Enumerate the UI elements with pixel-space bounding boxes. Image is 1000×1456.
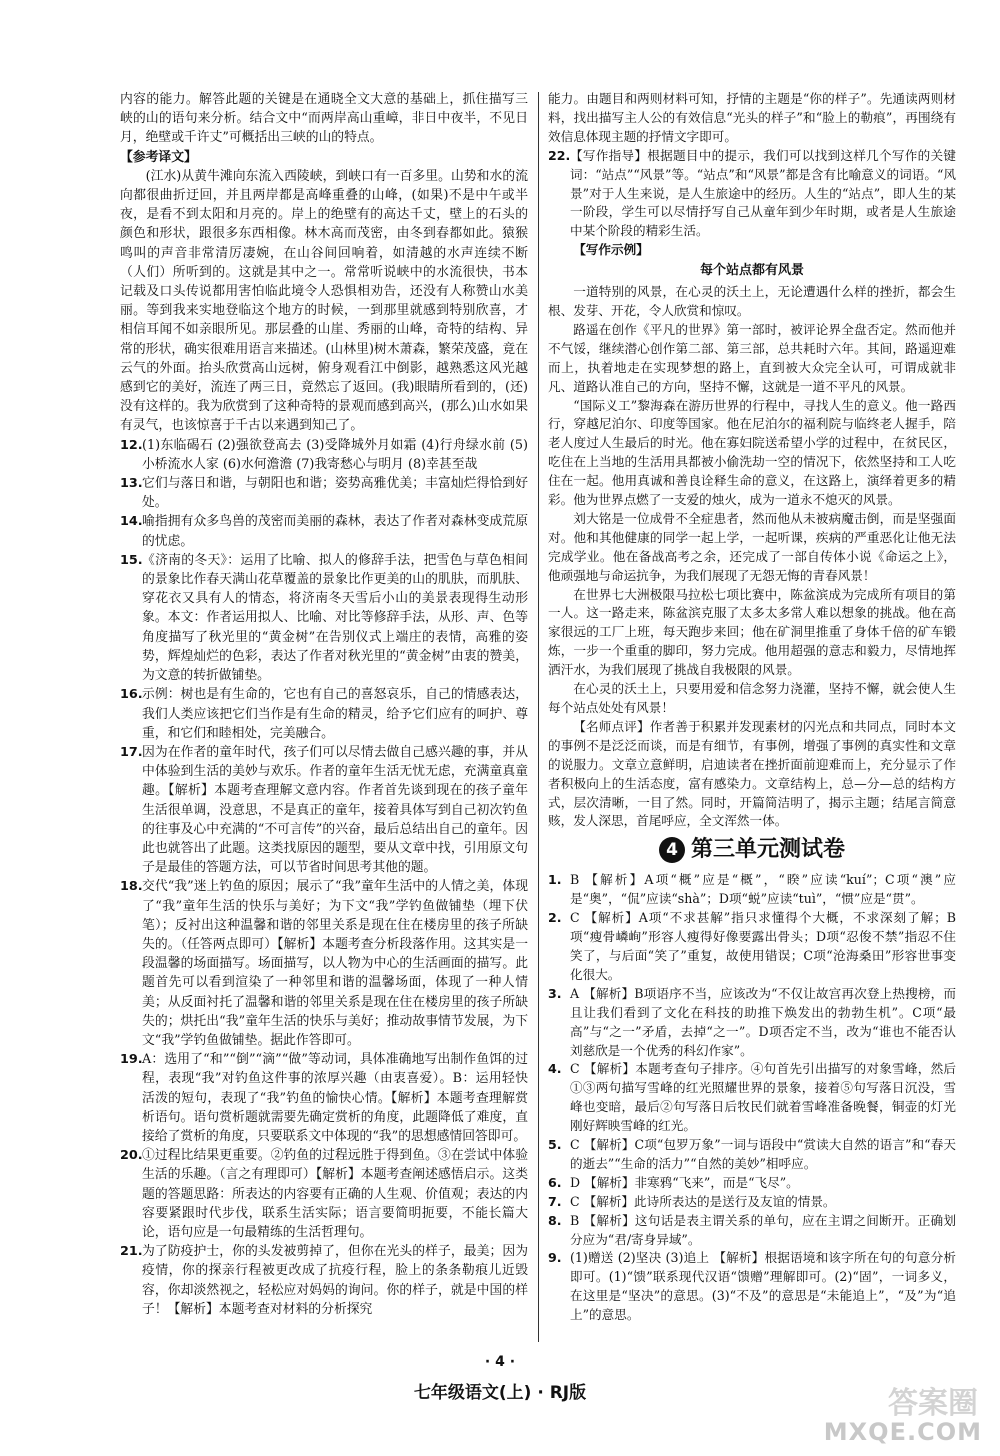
- answer-number: 12.: [120, 437, 143, 453]
- answer-number: 15.: [120, 552, 143, 568]
- answer-text: C 【解析】C项“包罗万象”一词与语段中“赏读大自然的语言”和“春天的逝去”“生命的活力”“自然的美妙”相呼应。: [570, 1137, 956, 1171]
- answer-item: [120, 877, 528, 1050]
- right-column: [548, 90, 956, 1325]
- answer-number: 17.: [120, 744, 143, 760]
- answer-text: C 【解析】本题考查句子排序。④句首先引出描写的对象雪峰，然后①③两句描写雪峰的红光照耀世界的景象，接着⑤句写落日沉没，雪峰也变暗，最后②句写落日后牧民们就着雪峰准备晚餐，铜壶的灯光刚好辉映雪峰的红光。: [570, 1061, 956, 1134]
- unit-answer-item: [548, 909, 956, 985]
- essay-body: [548, 283, 956, 718]
- answer-text: D 【解析】非寒鸦“飞来”，而是“飞尽”。: [570, 1174, 799, 1190]
- section-tag: 【参考译文】: [120, 149, 197, 165]
- essay-paragraph: 一道特别的风景，在心灵的沃土上，无论遭遇什么样的挫折，都会生根、发芽、开花，令人欣赏和惊叹。: [548, 284, 956, 318]
- answer-number: 13.: [120, 476, 143, 492]
- watermark-logo: 答案圈: [888, 1386, 978, 1421]
- paragraph: (江水)从黄牛滩向东流入西陵峡，到峡口有一百多里。山势和水的流向都很曲折迂回，并且两岸都是高峰重叠的山峰，(如果)不是中午或半夜，是看不到太阳和月亮的。岸上的绝壁有的高达千丈，壁上的石头的颜色和形状，跟很多东西相像。林木高而茂密，由冬到春都如此。猿猴鸣叫的声音非常清厉凄婉，在山谷间回响着，如清越的水声连续不断（人们）所听到的。这就是其中之一。常常听说峡中的水流很快，书本记载及口头传说都用害怕临此境令人恐惧相劝告，还没有人称赞山水美丽。等到我来实地登临这个地方的时候，一到那里就感到特别欣喜，才相信耳闻不如亲眼所见。那层叠的山崖、秀丽的山峰，奇特的结构、异常的形状，确实很难用语言来描述。(山林里)树木萧森，繁荣茂盛，竟在云气的外面。抬头欣赏高山远树，俯身观看江中倒影，越熟悉这风光越感到它的美好，流连了两三日，竟然忘了返回。(我)眼睛所看到的，(还)没有这样的。我为欣赏到了这种奇特的景观而感到高兴，(那么)山水如果有灵气，也该惊喜于千古以来遇到知己了。: [120, 168, 528, 434]
- answer-text: 示例：树也是有生命的，它也有自己的喜怒哀乐，自己的情感表达，我们人类应该把它们当作是有生命的精灵，给予它们应有的呵护、尊重，和它们和睦相处，完美融合。: [142, 687, 528, 741]
- section-tag: 【写作示例】: [573, 242, 649, 258]
- answer-text: B 【解析】这句话是表主谓关系的单句，应在主谓之间断开。正确划分应为“君/寄身异域”。: [570, 1212, 956, 1247]
- answer-text: B 【解析】A项“概”应是“概”，“睽”应读“kuí”；C项“澳”应是“奥”，“侃”应读“shà”；D项“蜕”应读“tuì”，“惯”应是“贯”。: [570, 872, 956, 907]
- answer-number: 22.: [548, 147, 571, 163]
- essay-title: 每个站点都有风景: [699, 263, 804, 279]
- answer-item: [120, 1146, 528, 1242]
- answer-text: ①过程比结果更重要。②钓鱼的过程远胜于得到鱼。③在尝试中体验生活的乐趣。（言之有理即可）【解析】本题考查阐述感悟启示。这类题的答题思路：所表达的内容要有正确的人生观、价值观；表达的内容要紧跟时代步伐，联系生活实际；语言要简明扼要，不能长篇大论，语句应是一句最精练的生活哲理句。: [142, 1148, 528, 1240]
- answer-text: 《济南的冬天》：运用了比喻、拟人的修辞手法，把雪色与草色相间的景象比作春天满山花草覆盖的景象比作更美的山的肌肤，而肌肤、穿花衣又具有人的情态，将济南冬天雪后小山的美景表现得生动形象。本文：作者运用拟人、比喻、对比等修辞手法，从形、声、色等角度描写了秋光里的“黄金树”在告别仪式上端庄的表情，高雅的姿势，辉煌灿烂的色彩，表达了作者对秋光里的“黄金树”由衷的赞美，为文意的转折做铺垫。: [142, 552, 528, 684]
- answer-number: 4.: [548, 1061, 562, 1077]
- answer-number: 21.: [120, 1244, 143, 1260]
- answer-item: [120, 512, 528, 550]
- answer-text: 交代“我”迷上钓鱼的原因；展示了“我”童年生活中的人情之美，体现了“我”童年生活的快乐与美好；为下文“我”学钓鱼做铺垫（埋下伏笔）；反衬出这种温馨和谐的邻里关系是现在住在楼房里的孩子所缺失的。（任答两点即可）【解析】本题考查分析段落作用。这其实是一段温馨的场面描写。场面描写，以人物为中心的生活画面的描写。此题首先可以看到渲染了一种邻里和谐的温馨场面，体现了一种人情美；从反面衬托了温馨和谐的邻里关系是现在住在楼房里的孩子所缺失的；烘托出“我”童年生活的快乐与美好；推动故事情节发展，为下文“我”学钓鱼做铺垫。据此作答即可。: [142, 879, 528, 1048]
- answer-text: (1)东临碣石 (2)强欲登高去 (3)受降城外月如霜 (4)行舟绿水前 (5)小桥流水人家 (6)水何澹澹 (7)我寄愁心与明月 (8)幸甚至哉: [142, 437, 528, 472]
- answer-text: 【写作指导】根据题目中的提示，我们可以找到这样几个写作的关键词：“站点”“风景”等。“站点”和“风景”都是含有比喻意义的词语。“风景”对于人生来说，是人生旅途中的经历。人生的“站点”，即人生的某一阶段，学生可以尽情抒写自己从童年到少年时期，或者是人生旅途中某个阶段的精彩生活。: [570, 147, 956, 239]
- essay-paragraph: 在心灵的沃土上，只要用爱和信念努力浇灌，坚持不懈，就会使人生每个站点处处有风景！: [548, 681, 956, 715]
- answer-item: [120, 474, 528, 512]
- unit-answer-item: [548, 1060, 956, 1136]
- answer-number: 19.: [120, 1052, 143, 1068]
- watermark: [822, 1378, 982, 1446]
- unit-number-badge: 4: [659, 837, 685, 863]
- book-title: 七年级语文(上) · RJ版: [413, 1383, 587, 1403]
- answer-number: 3.: [548, 985, 562, 1001]
- answer-text: (1)赠送 (2)坚决 (3)追上 【解析】根据语境和该字所在句的句意分析即可。(1)“馈”联系现代汉语“馈赠”理解即可。(2)“固”，一词多义，在这里是“坚决”的意思。(3)“不及”的意思是“未能追上”，“及”为“追上”的意思。: [570, 1250, 956, 1323]
- unit-answer-item: [548, 1193, 956, 1212]
- unit-title: 第三单元测试卷: [690, 836, 845, 862]
- unit-answer-item: [548, 1136, 956, 1174]
- answer-text: C 【解析】A项“不求甚解”指只求懂得个大概，不求深刻了解；B项“瘦骨嶙峋”形容人瘦得好像要露出骨头；D项“忍俊不禁”指忍不住笑了，与后面“笑了”重复，故使用错误；C项“沧海桑田”形容世事变化很大。: [570, 910, 956, 982]
- essay-paragraph: 刘大铭是一位成骨不全症患者，然而他从未被病魔击倒，而是坚强面对。他和其他健康的同学一起上学，一起听课，疾病的严重恶化让他无法完成学业。他在备战高考之余，还完成了一部自传体小说《命运之上》，他顽强地与命运抗争，为我们展现了无怨无悔的青春风景！: [548, 510, 956, 583]
- paragraph: 能力。由题目和两则材料可知，抒情的主题是“你的样子”。先通读两则材料，找出描写主人公的有效信息“光头的样子”和“脸上的勒痕”，再围绕有效信息体现主题的抒情文字即可。: [548, 91, 956, 144]
- watermark-text: MXQE.COM: [823, 1418, 982, 1446]
- answer-number: 16.: [120, 687, 143, 703]
- unit-answer-item: [548, 871, 956, 909]
- answer-text: A：选用了“和”“倒”“滴”“做”等动词，具体准确地写出制作鱼饵的过程，表现“我”对钓鱼这件事的浓厚兴趣（由衷喜爱）。B：运用轻快活泼的短句，表现了“我”钓鱼的愉快心情。【解析】本题考查理解赏析语句。语句赏析题就需要先确定赏析的角度，此题降低了难度，直接给了赏析的角度，只要联系文中体现的“我”的思想感情回答即可。: [142, 1052, 528, 1144]
- answer-number: 18.: [120, 879, 143, 895]
- answer-text: 它们与落日和谐，与朝阳也和谐；姿势高雅优美；丰富灿烂得恰到好处。: [142, 476, 528, 511]
- answer-number: 20.: [120, 1148, 143, 1164]
- answer-number: 8.: [548, 1212, 562, 1228]
- answer-text: 为了防疫护士，你的头发被剪掉了，但你在光头的样子，最美；因为疫情，你的探亲行程被更改成了抗疫行程，脸上的条条勒痕儿近毁容，你却淡然视之，轻松应对妈妈的询问。你的样子，就是中国的样子！【解析】本题考查对材料的分析探究: [142, 1244, 528, 1317]
- answer-item: [120, 685, 528, 743]
- unit-heading: [548, 837, 956, 863]
- unit-answer-item: [548, 1174, 956, 1193]
- answer-number: 5.: [548, 1137, 562, 1153]
- answer-text: A 【解析】B项语序不当，应该改为“不仅让故宫再次登上热搜榜，而且让我们看到了文化在科技的助推下焕发出的勃勃生机”。C项“最高”与“之一”矛盾，去掉“之一”。D项否定不当，改为“谁也不能否认刘慈欣是一个优秀的科幻作家”。: [570, 985, 956, 1058]
- answer-text: 喻指拥有众多鸟兽的茂密而美丽的森林，表达了作者对森林变成荒原的忧虑。: [142, 514, 528, 549]
- page-number: · 4 ·: [484, 1354, 516, 1370]
- unit-answer-list: [548, 871, 956, 1325]
- answer-item: [120, 743, 528, 877]
- answer-item: [548, 147, 956, 242]
- answer-number: 2.: [548, 910, 562, 926]
- essay-paragraph: “国际义工”黎海森在游历世界的行程中，寻找人生的意义。他一路西行，穿越尼泊尔、印度等国家。他在尼泊尔的福利院与临终老人握手，陪老人度过人生最后的时光。他在寡妇院送希望小学的过程中，在贫民区，吃住在上当地的生活用具都被小偷洗劫一空的情况下，依然坚持和工人吃住在一起。他用真诚和善良诠释生命的意义，在这路上，演绎着更多的精彩。他为世界点燃了一支爱的烛火，成为一道永不熄灭的风景。: [548, 397, 956, 508]
- answer-number: 9.: [548, 1250, 562, 1266]
- paragraph: 内容的能力。解答此题的关键是在通晓全文大意的基础上，抓住描写三峡的山的语句来分析。结合文中“而两岸高山重嶂，非日中夜半，不见日月，绝壁或千许丈”可概括出三峡的山的特点。: [120, 92, 528, 146]
- column-divider: [538, 92, 539, 1342]
- answer-number: 1.: [548, 872, 562, 888]
- answer-number: 14.: [120, 514, 143, 530]
- answer-item: [120, 1242, 528, 1319]
- unit-answer-item: [548, 1212, 956, 1250]
- teacher-comment: 【名师点评】作者善于积累并发现素材的闪光点和共同点，同时本文的事例不是泛泛而谈，而是有细节，有事例，增强了事例的真实性和文章的说服力。文章立意鲜明，启迪读者在挫折面前迎难而上，充分显示了作者积极向上的生活态度，富有感染力。文章结构上，总—分—总的结构方式，层次清晰，一目了然。同时，开篇简洁明了，揭示主题；结尾言简意赅，发人深思，首尾呼应，全文浑然一体。: [548, 718, 956, 829]
- answer-text: C 【解析】此诗所表达的是送行及友谊的情景。: [570, 1193, 836, 1209]
- answer-item: [120, 436, 528, 474]
- unit-answer-item: [548, 985, 956, 1061]
- answer-continuation: [548, 90, 956, 260]
- answer-number: 7.: [548, 1193, 562, 1209]
- answer-item: [120, 1050, 528, 1146]
- answer-item: [120, 551, 528, 685]
- unit-answer-item: [548, 1249, 956, 1325]
- essay-paragraph: 在世界七大洲极限马拉松七项比赛中，陈盆滨成为完成所有项目的第一人。这一路走来，陈盆滨克服了太多太多常人难以想象的挑战。他在高家很远的工厂上班，每天跑步来回；他在矿洞里推重了身体千倍的矿车锻炼，一步一个重重的脚印，努力完成。他用超强的意志和毅力，尽情地挥洒汗水，为我们展现了挑战自我极限的风景。: [548, 586, 956, 678]
- left-column: [120, 90, 528, 1319]
- answer-number: 6.: [548, 1174, 562, 1190]
- essay-paragraph: 路遥在创作《平凡的世界》第一部时，被评论界全盘否定。然而他并不气馁，继续潜心创作第二部、第三部，总共耗时六年。其间，路遥迎难而上，执着地走在实现梦想的路上，直到被大众完全认可，可谓成就非凡、道路认准自己的方向，坚持不懈，这就是一道不平凡的风景。: [548, 321, 956, 394]
- answer-text: 因为在作者的童年时代，孩子们可以尽情去做自己感兴趣的事，并从中体验到生活的美妙与欢乐。作者的童年生活无忧无虑，充满童真童趣。【解析】本题考查理解文意内容。作者首先谈到现在的孩子童年生活很单调，没意思，不是真正的童年，接着具体写到自己初次钓鱼的往事及心中充满的“不可言传”的兴奋，最后总结出自己的童年。因此也就答出了此题。这类找原因的题型，要从文章中找，引用原文句子是最佳的答题方法，可以节省时间思考其他的题。: [142, 744, 528, 876]
